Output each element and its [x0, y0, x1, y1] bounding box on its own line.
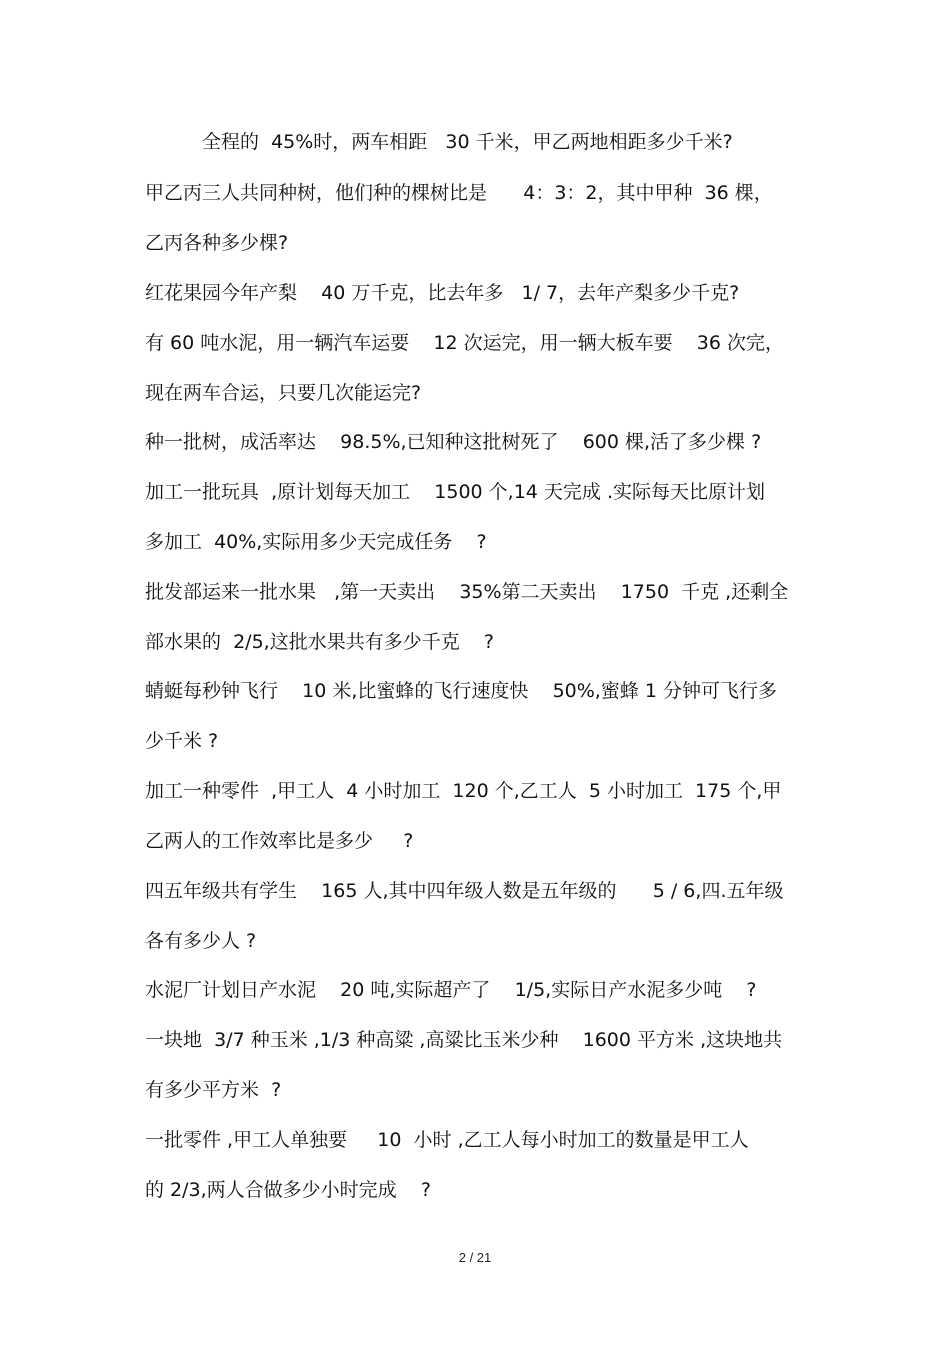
text-line: 少千米 ?	[145, 730, 219, 752]
text-line: 多加工 40%,实际用多少天完成任务 ?	[145, 531, 487, 553]
text-line: 蜻蜓每秒钟飞行 10 米,比蜜蜂的飞行速度快 50%,蜜蜂 1 分钟可飞行多	[145, 680, 778, 702]
text-line: 部水果的 2/5,这批水果共有多少千克 ?	[145, 631, 494, 653]
text-line: 乙两人的工作效率比是多少 ?	[145, 830, 414, 852]
text-line: 现在两车合运，只要几次能运完?	[145, 382, 422, 404]
text-line: 水泥厂计划日产水泥 20 吨,实际超产了 1/5,实际日产水泥多少吨 ?	[145, 979, 757, 1001]
text-line: 的 2/3,两人合做多少小时完成 ?	[145, 1179, 431, 1201]
page-number: 2 / 21	[458, 1250, 492, 1265]
text-line: 全程的 45%时，两车相距 30 千米，甲乙两地相距多少千米?	[202, 131, 733, 153]
text-line: 四五年级共有学生 165 人,其中四年级人数是五年级的 5 / 6,四.五年级	[145, 880, 784, 902]
text-line: 加工一种零件 ,甲工人 4 小时加工 120 个,乙工人 5 小时加工 175 个,甲	[145, 780, 782, 802]
text-line: 种一批树，成活率达 98.5%,已知种这批树死了 600 棵,活了多少棵 ?	[145, 431, 762, 453]
text-line: 一块地 3/7 种玉米 ,1/3 种高粱 ,高粱比玉米少种 1600 平方米 ,这块地共	[145, 1029, 783, 1051]
text-line: 有多少平方米 ?	[145, 1079, 282, 1101]
text-line: 有 60 吨水泥，用一辆汽车运要 12 次运完，用一辆大板车要 36 次完，	[145, 332, 785, 354]
text-line: 各有多少人 ?	[145, 930, 257, 952]
text-line: 乙丙各种多少棵?	[145, 232, 289, 254]
text-line: 批发部运来一批水果 ,第一天卖出 35%第二天卖出 1750 千克 ,还剩全	[145, 581, 789, 603]
text-line: 红花果园今年产梨 40 万千克，比去年多 1/ 7，去年产梨多少千克?	[145, 282, 740, 304]
text-line: 甲乙丙三人共同种树，他们种的棵树比是 4：3：2，其中甲种 36 棵，	[145, 182, 773, 204]
text-line: 加工一批玩具 ,原计划每天加工 1500 个,14 天完成 .实际每天比原计划	[145, 481, 766, 503]
text-line: 一批零件 ,甲工人单独要 10 小时 ,乙工人每小时加工的数量是甲工人	[145, 1129, 749, 1151]
